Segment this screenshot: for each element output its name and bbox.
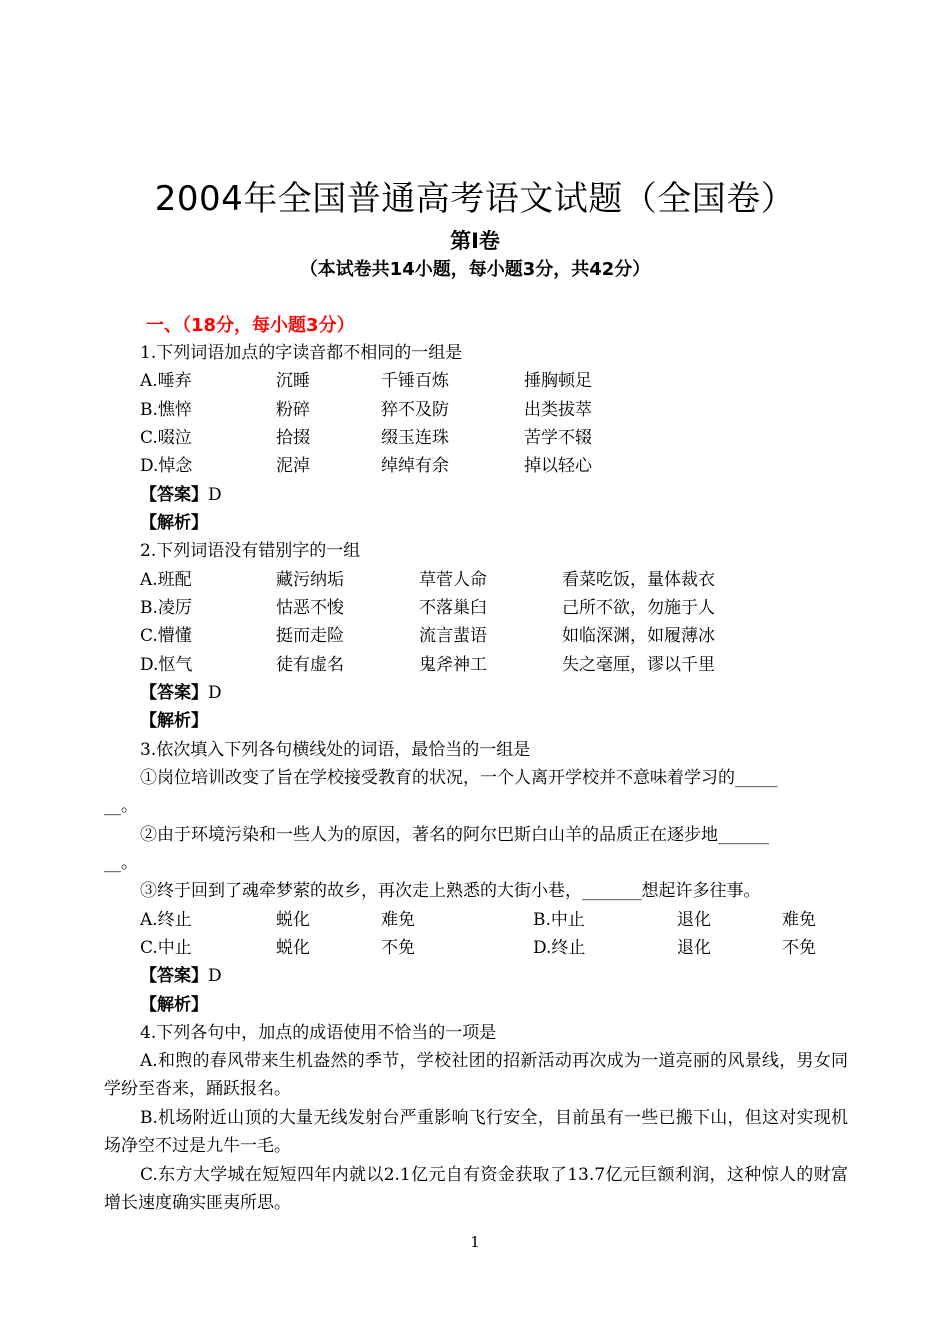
option-cell: 看菜吃饭，量体裁衣	[562, 570, 715, 590]
option-cell: 不免	[782, 938, 816, 958]
part-heading: 第Ⅰ卷	[450, 229, 500, 253]
option-cell: 拾掇	[276, 428, 310, 448]
option-cell: C.懵懂	[140, 626, 192, 646]
answer-label: 【答案】	[140, 485, 208, 505]
option-cell: 挺而走险	[276, 626, 344, 646]
option-cell: C.啜泣	[140, 428, 192, 448]
q4-option-a: A.和煦的春风带来生机盎然的季节，学校社团的招新活动再次成为一道亮丽的风景线，男女同学纷至沓来，踊跃报名。	[104, 1051, 848, 1099]
q3-sentence-2-cont: __。	[104, 853, 138, 873]
q3-analysis	[140, 991, 208, 1019]
page-number: 1	[470, 1233, 480, 1251]
option-cell: 流言蜚语	[419, 626, 487, 646]
option-cell: 如临深渊，如履薄冰	[562, 626, 715, 646]
option-cell: A.班配	[140, 570, 192, 590]
answer-label: 【答案】	[140, 966, 208, 986]
option-cell: 蜕化	[276, 938, 310, 958]
option-cell: 出类拔萃	[524, 400, 592, 420]
part-note: （本试卷共14小题，每小题3分，共42分）	[299, 259, 651, 280]
q3-sentence-1: ①岗位培训改变了旨在学校接受教育的状况，一个人离开学校并不意味着学习的_____	[140, 768, 778, 788]
option-cell: 难免	[782, 910, 816, 930]
q2-analysis	[140, 707, 208, 735]
q1-analysis	[140, 509, 208, 537]
q2-answer	[140, 679, 222, 707]
answer-value: D	[208, 683, 222, 703]
option-cell: 鬼斧神工	[419, 655, 487, 675]
exam-title: 2004年全国普通高考语文试题（全国卷）	[154, 179, 796, 219]
option-cell: 退化	[677, 910, 711, 930]
option-cell: D.怄气	[140, 655, 193, 675]
option-cell: 绰绰有余	[381, 456, 449, 476]
option-cell: C.中止	[140, 938, 192, 958]
option-cell: B.憔悴	[140, 400, 192, 420]
option-cell: 藏污纳垢	[276, 570, 344, 590]
q3-stem: 3.依次填入下列各句横线处的词语，最恰当的一组是	[140, 740, 531, 760]
option-cell: 沉睡	[276, 371, 310, 391]
option-cell: B.中止	[533, 910, 585, 930]
option-cell: 不落巢臼	[419, 598, 487, 618]
q4-option-b: B.机场附近山顶的大量无线发射台严重影响飞行安全，目前虽有一些已搬下山，但这对实现机场净空不过是九牛一毛。	[104, 1108, 848, 1156]
answer-value: D	[208, 966, 222, 986]
option-cell: 怙恶不悛	[276, 598, 344, 618]
option-cell: 难免	[381, 910, 415, 930]
option-cell: 退化	[677, 938, 711, 958]
option-cell: A.终止	[140, 910, 192, 930]
option-cell: 苦学不辍	[524, 428, 592, 448]
q4-option-c: C.东方大学城在短短四年内就以2.1亿元自有资金获取了13.7亿元巨额利润，这种惊人的财富增长速度确实匪夷所思。	[104, 1165, 848, 1213]
analysis-label: 【解析】	[140, 995, 208, 1015]
option-cell: D.悼念	[140, 456, 193, 476]
option-cell: 失之毫厘，谬以千里	[562, 655, 715, 675]
option-cell: 粉碎	[276, 400, 310, 420]
answer-label: 【答案】	[140, 683, 208, 703]
option-cell: 徒有虚名	[276, 655, 344, 675]
option-cell: 己所不欲，勿施于人	[562, 598, 715, 618]
option-cell: 草菅人命	[419, 570, 487, 590]
q3-answer	[140, 962, 222, 990]
option-cell: A.唾弃	[140, 371, 192, 391]
answer-value: D	[208, 485, 222, 505]
option-cell: 缀玉连珠	[381, 428, 449, 448]
q4-stem: 4.下列各句中，加点的成语使用不恰当的一项是	[140, 1023, 497, 1043]
option-cell: 不免	[381, 938, 415, 958]
q1-answer	[140, 481, 222, 509]
section-heading: 一、（18分，每小题3分）	[146, 315, 355, 336]
q1-stem: 1.下列词语加点的字读音都不相同的一组是	[140, 343, 463, 363]
q3-sentence-1-cont: __。	[104, 796, 138, 816]
option-cell: 捶胸顿足	[524, 371, 592, 391]
option-cell: 掉以轻心	[524, 456, 592, 476]
q2-stem: 2.下列词语没有错别字的一组	[140, 541, 361, 561]
option-cell: 猝不及防	[381, 400, 449, 420]
analysis-label: 【解析】	[140, 711, 208, 731]
q3-sentence-2: ②由于环境污染和一些人为的原因，著名的阿尔巴斯白山羊的品质正在逐步地______	[140, 825, 769, 845]
option-cell: 泥淖	[276, 456, 310, 476]
q3-sentence-3: ③终于回到了魂牵梦萦的故乡，再次走上熟悉的大街小巷，_______想起许多往事。	[140, 881, 761, 901]
analysis-label: 【解析】	[140, 513, 208, 533]
option-cell: 蜕化	[276, 910, 310, 930]
option-cell: 千锤百炼	[381, 371, 449, 391]
option-cell: B.凌厉	[140, 598, 192, 618]
option-cell: D.终止	[533, 938, 586, 958]
